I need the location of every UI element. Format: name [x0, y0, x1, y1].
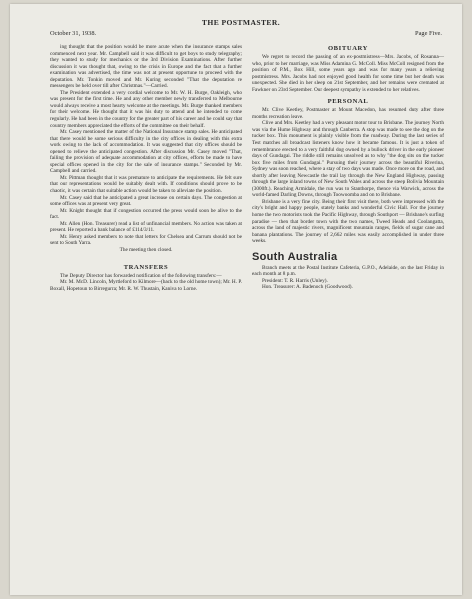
newsletter-page: [10, 4, 462, 595]
paragraph: The Deputy Director has forwarded notification of the following transfers:—: [60, 272, 222, 279]
publication-title: THE POSTMASTER.: [201, 18, 281, 27]
left-column: [50, 44, 242, 292]
paragraph: Mr. Henry asked members to note that letters for Chelsea and Carrum should not be sent to South Yarra.: [50, 233, 242, 247]
transfers-heading: TRANSFERS: [123, 263, 169, 271]
right-column: [252, 44, 444, 291]
south-australia-heading: South Australia: [252, 250, 338, 263]
paragraph: Mr. Clive Keetley, Postmaster at Mount Macedon, has resumed duty after three months recreation leave.: [252, 107, 444, 120]
paragraph: ing thought that the position would be more acute when the insurance stamps sales commenced next year. Mr. Campbell said it was difficult to get boys to study telegraphy; they wanted to study for mechanics or the 3rd Division Examinations. After further discussion it was thought that, owing to the crisis in Europe and the fact that a further examination was advertised, the time was not at present opportune to proceed with the deputation. Mr. Tonkin moved and Mr. Kuring seconded "That the deputation re messengers be held over till after Christmas."—Carried.: [50, 44, 242, 90]
paragraph: The meeting then closed.: [119, 246, 173, 253]
paragraph: Branch meets at the Postal Institute Cafeteria, G.P.O., Adelaide, on the last Friday in each month at 8 p.m.: [252, 264, 444, 278]
personal-heading: PERSONAL: [327, 98, 369, 106]
paragraph: President: T. R. Harris (Unley).: [262, 277, 328, 284]
paragraph: Mr. Allen (Hon. Treasurer) read a list of unfinancial members. No action was taken at present. He reported a bank balance of £114/3/11.: [50, 220, 242, 234]
issue-date: October 31, 1938.: [50, 30, 97, 37]
paragraph: Clive and Mrs. Keetley had a very pleasant motor tour to Brisbane. The journey North was via the Hume Highway and through Canberra. A stop was made to see the dog on the tucker box. This monument is plainly visible from the roadway. During the last series of Test matches all broadcast listeners know how it became famous. It is just a token of remembrance erected to a very faithful dog owned by a bullock driver in the early pioneer days of Gundagai. The riddle still remains unsolved as to why "the dog sits on the tucker box five miles from Gundagai." Pursuing their journey across the beautiful Riverina, Sydney was soon reached, where a stay of two days was made. Once more on the road, and shortly after leaving Newcastle the trail lay through the New England Highway, passing through the large inland towns of New South Wales and across the steep Bolivia Mountain (3000ft.). Reaching Armidale, the run was to Stanthorpe, thence via Warwick, across the world-famed Darling Downs, through Toowoomba and on to Brisbane.: [252, 120, 444, 199]
paragraph: The President extended a very cordial welcome to Mr. W. H. Burge, Oakleigh, who was present for the first time. He and any other member newly transferred to Melbourne would always receive a most hearty welcome at the meetings. Mr. Burge thanked members for their welcome. He thought that it was his duty to attend and he intended to come regularly. He had been in the country for the greater part of his career and he could say that country members appreciated the efforts of the committee on their behalf.: [50, 89, 242, 129]
paragraph: Brisbane is a very fine city. Being their first visit there, both were impressed with the city's bright and happy people, stately banks and wonderful Civic Hall. For the journey home the two motorists took the Pacific Highway, through Southport — Brisbane's surfing paradise — then that border town with the two names, Tweed Heads and Coolangatta, across the land of majestic rivers, magnificent mountain ranges, fields of sugar cane and banana plantations. The journey of 2,662 miles was easily accomplished in under three weeks.: [252, 198, 444, 245]
page-number: Page Five.: [415, 30, 442, 37]
paragraph: Mr. M. McD. Lincoln, Myrtleford to Kilmore—(back to the old home town); Mr. H. P. Boxall, Hopetoun to Birregurra; Mr. R. W. Thustain, Kaniva to Lorne.: [50, 279, 242, 292]
paragraph: Mr. Pittman thought that it was premature to anticipate the requirements. He felt sure that our representations would be suitably dealt with. If conditions should prove to be chaotic, it was certain that suitable action would be taken to alleviate the position.: [50, 174, 242, 195]
paragraph: Mr. Knight thought that if congestion occurred the press would soon be alive to the fact.: [50, 207, 242, 221]
paragraph: Mr. Casey said that he anticipated a great increase on certain days. The congestion at some offices was at present very great.: [50, 194, 242, 208]
paragraph: We regret to record the passing of an ex-postmistress—Mrs. Jacobs, of Rosanna—who, prior to her marriage, was Miss Adamina G. McColl. Miss McColl resigned from the position of P.M., Box Hill, some years ago and was for many years a relieving postmistress. Mrs. Jacobs had not enjoyed good health for some time but her death was unexpected. She died in her sleep on 21st September, and her remains were cremated at Fawkner on 23rd September. Our deepest sympathy is extended to her relatives.: [252, 54, 444, 93]
obituary-heading: OBITUARY: [327, 45, 369, 52]
paragraph: Hon. Treasurer: A. Badenoch (Goodwood).: [262, 284, 353, 291]
paragraph: Mr. Casey mentioned the matter of the National Insurance stamp sales. He anticipated that there would be some serious difficulty in the city offices in dealing with this extra work owing to the lack of accommodation. It was suggested that city offices should be opened to relieve the anticipated congestion. After discussion Mr. Casey moved "That, failing the provision of adequate accommodation at city offices, efforts be made to have special offices opened in the city for the sale of insurance stamps." Seconded by Mr. Campbell and carried.: [50, 129, 242, 175]
